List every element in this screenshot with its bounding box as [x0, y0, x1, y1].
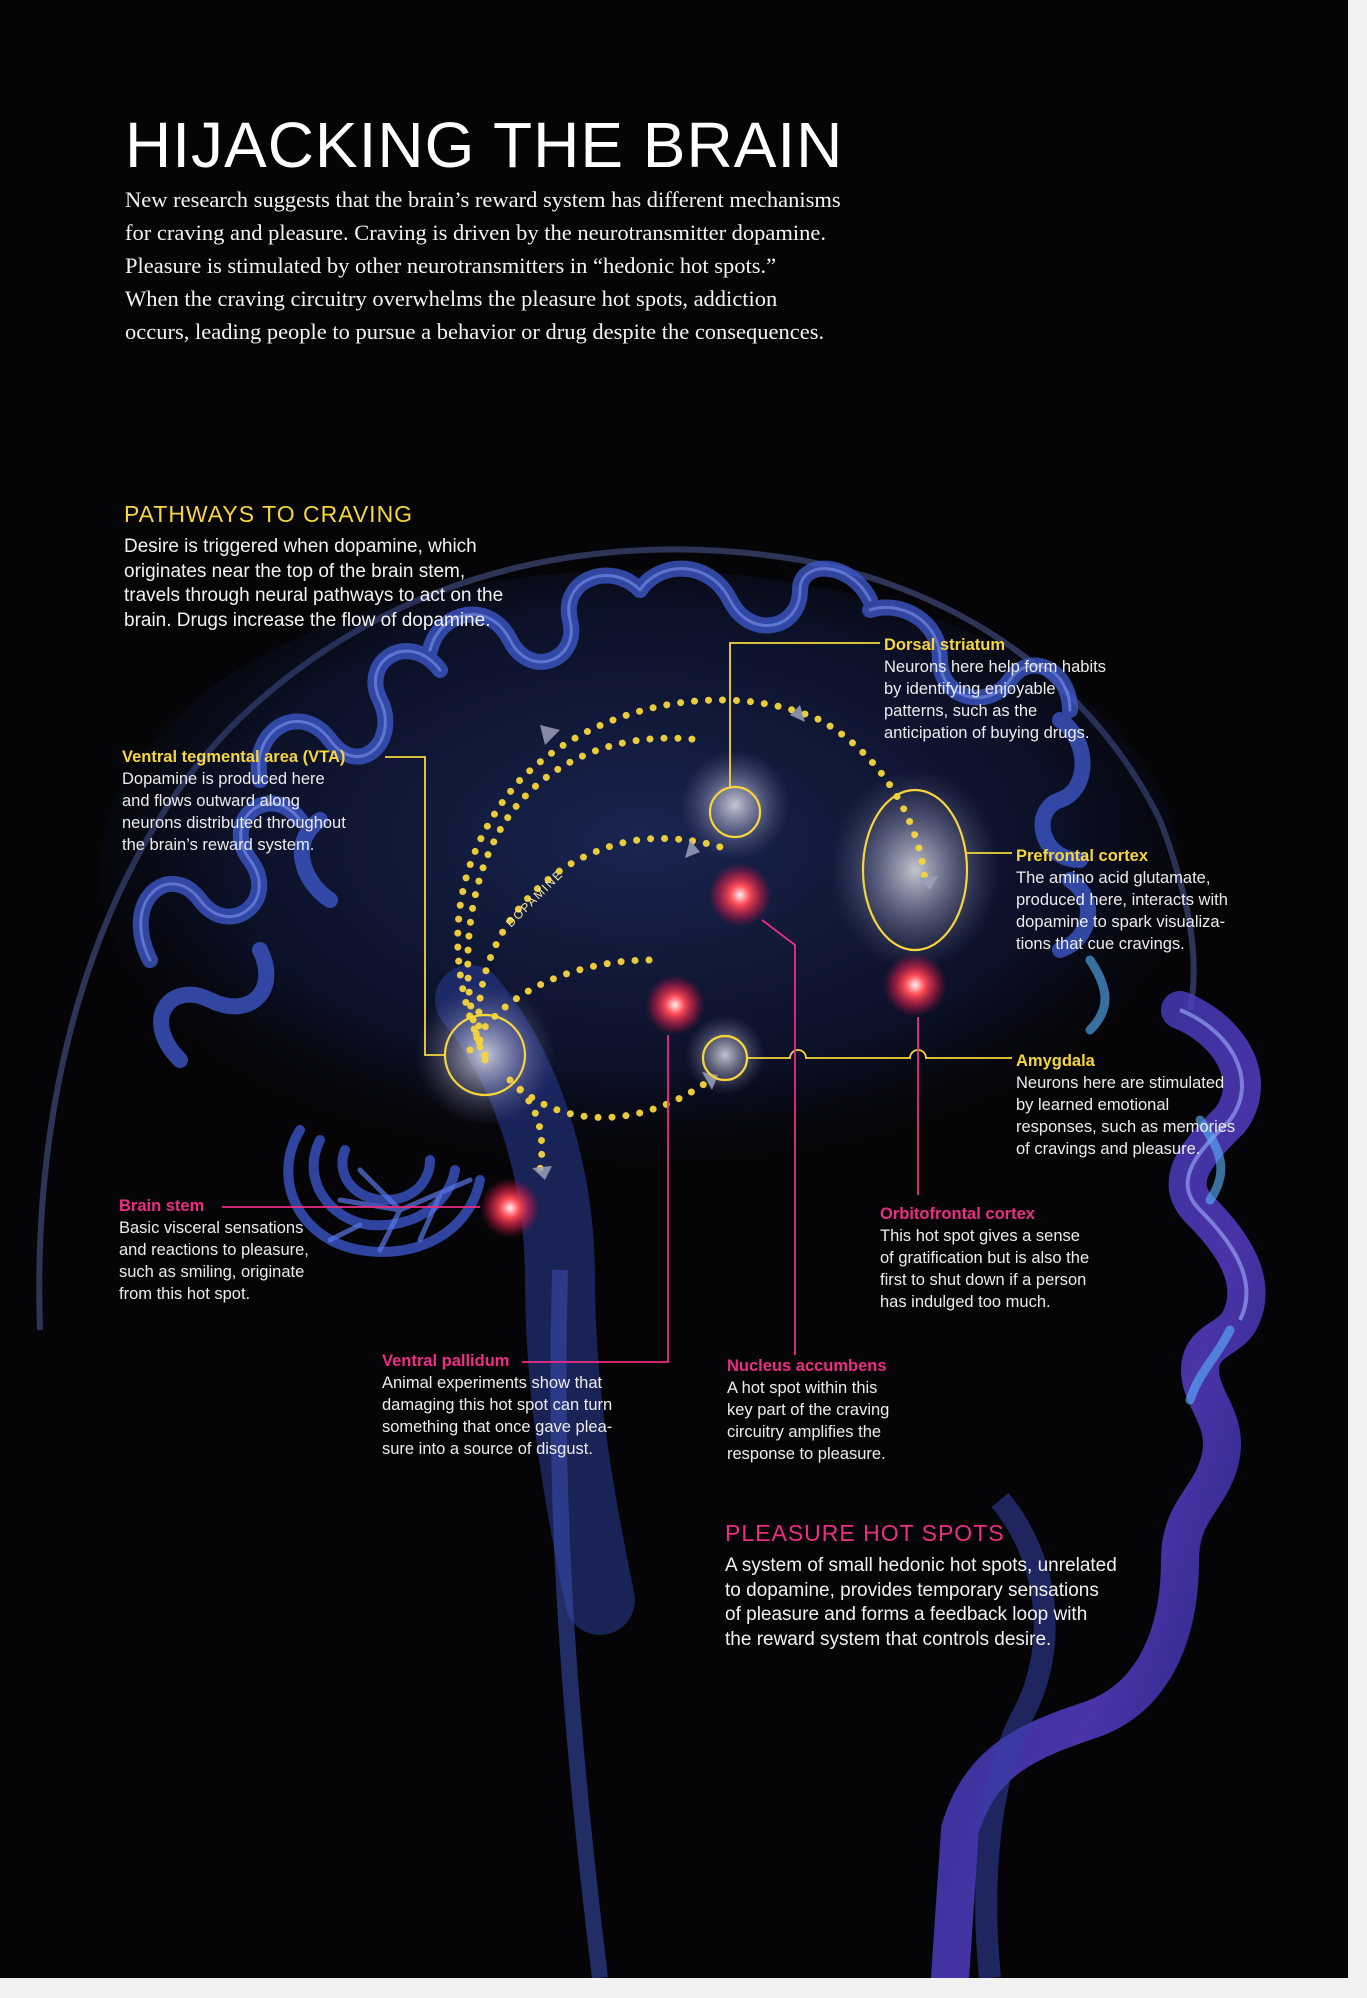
label-line: dopamine to spark visualiza-: [1016, 913, 1226, 931]
prefrontal-glow: [830, 770, 1000, 970]
label-title: Ventral pallidum: [382, 1352, 510, 1370]
pathways-body: [124, 535, 503, 633]
label-line: produced here, interacts with: [1016, 891, 1228, 909]
label-line: of cravings and pleasure.: [1016, 1140, 1201, 1158]
intro-line: New research suggests that the brain’s reward system has different mechanisms: [125, 187, 841, 212]
brain-stem-hotspot: [480, 1178, 540, 1238]
label-line: responses, such as memories: [1016, 1118, 1236, 1136]
label-line: and flows outward along: [122, 792, 300, 810]
label-line: Neurons here help form habits: [884, 658, 1106, 676]
label-nucleus-accumbens: [727, 1355, 889, 1465]
label-line: neurons distributed throughout: [122, 814, 346, 832]
pleasure-line: to dopamine, provides temporary sensations: [725, 1579, 1099, 1601]
label-title: Amygdala: [1016, 1052, 1095, 1070]
label-title: Prefrontal cortex: [1016, 847, 1149, 865]
pleasure-heading: PLEASURE HOT SPOTS: [725, 1520, 1005, 1546]
pleasure-body: [725, 1554, 1117, 1652]
label-line: Animal experiments show that: [382, 1374, 603, 1392]
label-line: anticipation of buying drugs.: [884, 724, 1090, 742]
label-line: by learned emotional: [1016, 1096, 1170, 1114]
label-vta: [122, 746, 346, 856]
label-title: Nucleus accumbens: [727, 1357, 887, 1375]
label-line: A hot spot within this: [727, 1379, 878, 1397]
label-line: such as smiling, originate: [119, 1263, 305, 1281]
label-orbitofrontal-cortex: [880, 1203, 1089, 1313]
label-dorsal-striatum: [884, 634, 1106, 744]
label-amygdala: [1016, 1050, 1235, 1160]
label-line: damaging this hot spot can turn: [382, 1396, 613, 1414]
label-line: the brain’s reward system.: [122, 836, 315, 854]
label-title: Brain stem: [119, 1197, 205, 1215]
intro-line: occurs, leading people to pursue a behavior or drug despite the consequences.: [125, 319, 825, 344]
label-line: circuitry amplifies the: [727, 1423, 882, 1441]
label-line: Dopamine is produced here: [122, 770, 325, 788]
label-line: patterns, such as the: [884, 702, 1038, 720]
label-line: first to shut down if a person: [880, 1271, 1087, 1289]
pleasure-line: A system of small hedonic hot spots, unrelated: [725, 1555, 1117, 1576]
intro-line: for craving and pleasure. Craving is driven by the neurotransmitter dopamine.: [125, 220, 827, 245]
label-line: key part of the craving: [727, 1401, 890, 1419]
label-line: by identifying enjoyable: [884, 680, 1056, 698]
label-line: The amino acid glutamate,: [1016, 869, 1211, 887]
ventral-pallidum-hotspot: [645, 975, 705, 1035]
pathways-heading: PATHWAYS TO CRAVING: [124, 501, 414, 527]
pathways-line: travels through neural pathways to act on the: [124, 585, 504, 606]
pathways-line: brain. Drugs increase the flow of dopamine.: [124, 609, 491, 631]
label-line: has indulged too much.: [880, 1293, 1051, 1311]
label-line: response to pleasure.: [727, 1445, 886, 1463]
dorsal-glow: [680, 750, 790, 860]
label-line: something that once gave plea-: [382, 1418, 613, 1436]
label-ventral-pallidum: [382, 1350, 612, 1460]
page-title: HIJACKING THE BRAIN: [125, 109, 844, 181]
pathways-line: originates near the top of the brain stem,: [124, 560, 466, 582]
label-title: Ventral tegmental area (VTA): [122, 748, 346, 766]
label-line: and reactions to pleasure,: [119, 1241, 309, 1259]
label-line: Basic visceral sensations: [119, 1219, 304, 1237]
pleasure-line: the reward system that controls desire.: [725, 1628, 1052, 1650]
label-prefrontal-cortex: [1016, 845, 1228, 955]
amygdala-glow: [685, 1015, 765, 1095]
label-line: from this hot spot.: [119, 1285, 251, 1303]
intro-line: Pleasure is stimulated by other neurotransmitters in “hedonic hot spots.”: [125, 253, 777, 278]
intro-line: When the craving circuitry overwhelms the pleasure hot spots, addiction: [125, 286, 778, 311]
label-line: Neurons here are stimulated: [1016, 1074, 1225, 1092]
intro-paragraph: [125, 183, 1025, 348]
pathways-line: Desire is triggered when dopamine, which: [124, 536, 477, 557]
label-line: tions that cue cravings.: [1016, 935, 1185, 953]
label-title: Dorsal striatum: [884, 636, 1006, 654]
nucleus-accumbens-hotspot: [708, 863, 772, 927]
label-line: of gratification but is also the: [880, 1249, 1090, 1267]
pleasure-line: of pleasure and forms a feedback loop with: [725, 1604, 1088, 1625]
dopamine-flow-label: DOPAMINE: [503, 866, 567, 930]
orbitofrontal-hotspot: [883, 953, 947, 1017]
label-title: Orbitofrontal cortex: [880, 1205, 1035, 1223]
label-brain-stem: [119, 1195, 309, 1305]
label-line: sure into a source of disgust.: [382, 1440, 593, 1458]
label-line: This hot spot gives a sense: [880, 1227, 1080, 1245]
